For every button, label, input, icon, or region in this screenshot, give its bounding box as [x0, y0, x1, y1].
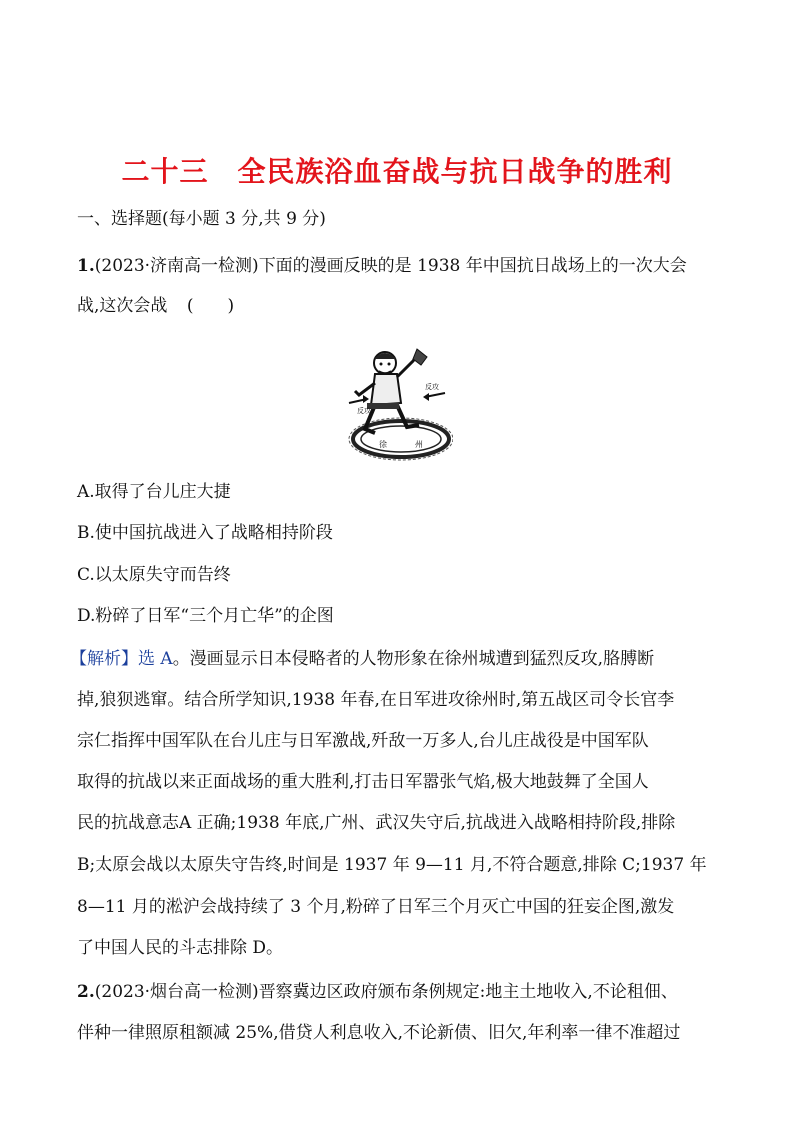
cartoon-label: 徐 [379, 440, 387, 449]
question-1-stem-line-2 [77, 296, 234, 316]
question-2-line-2: 伴种一律照原租额减 25%,借贷人利息收入,不论新债、旧欠,年利率一律不准超过 [77, 1023, 681, 1043]
analysis-line-8: 了中国人民的斗志排除 D。 [77, 938, 284, 958]
option-c: C.以太原失守而告终 [77, 565, 231, 585]
question-number: 2. [77, 982, 95, 1002]
question-source: (2023·济南高一检测) [94, 256, 259, 276]
question-2-line-1 [77, 982, 678, 1002]
cartoon-illustration [345, 343, 453, 463]
question-number: 1. [77, 256, 95, 276]
question-text: 晋察冀边区政府颁布条例规定:地主土地收入,不论租佃、 [258, 982, 678, 1002]
soldier-body [371, 374, 401, 405]
question-source: (2023·烟台高一检测) [94, 982, 259, 1002]
question-text: 战,这次会战 [77, 296, 168, 316]
analysis-line-2: 掉,狼狈逃窜。结合所学知识,1938 年春,在日军进攻徐州时,第五战区司令长官李 [77, 690, 675, 710]
analysis-answer: 选 A [138, 649, 173, 669]
analysis-line-4: 取得的抗战以来正面战场的重大胜利,打击日军嚣张气焰,极大地鼓舞了全国人 [77, 772, 649, 792]
analysis-line-5: 民的抗战意志A 正确;1938 年底,广州、武汉失守后,抗战进入战略相持阶段,排除 [77, 813, 676, 833]
analysis-line-7: 8—11 月的淞沪会战持续了 3 个月,粉碎了日军三个月灭亡中国的狂妄企图,激发 [77, 897, 675, 917]
question-1-stem-line-1 [77, 256, 687, 276]
analysis-line-3: 宗仁指挥中国军队在台儿庄与日军激战,歼敌一万多人,台儿庄战役是中国军队 [77, 731, 649, 751]
cartoon-label: 反攻 [425, 383, 439, 391]
cartoon-label: 反攻 [357, 407, 371, 415]
cartoon-label: 州 [415, 440, 423, 449]
analysis-text: 。漫画显示日本侵略者的人物形象在徐州城遭到猛烈反攻,胳膊断 [172, 649, 655, 669]
question-text: 下面的漫画反映的是 1938 年中国抗日战场上的一次大会 [258, 256, 687, 276]
option-b: B.使中国抗战进入了战略相持阶段 [77, 523, 333, 543]
analysis-tag: 【解析】 [70, 649, 138, 669]
page-title: 二十三 全民族浴血奋战与抗日战争的胜利 [121, 155, 673, 188]
option-a: A.取得了台儿庄大捷 [77, 482, 231, 502]
analysis-line-6: B;太原会战以太原失守告终,时间是 1937 年 9—11 月,不符合题意,排除 C;1937 年 [77, 855, 707, 875]
option-d: D.粉碎了日军“三个月亡华”的企图 [77, 606, 334, 626]
answer-bracket: ( ) [186, 296, 235, 316]
analysis-line-1 [70, 649, 654, 669]
section-heading: 一、选择题(每小题 3 分,共 9 分) [77, 209, 326, 229]
